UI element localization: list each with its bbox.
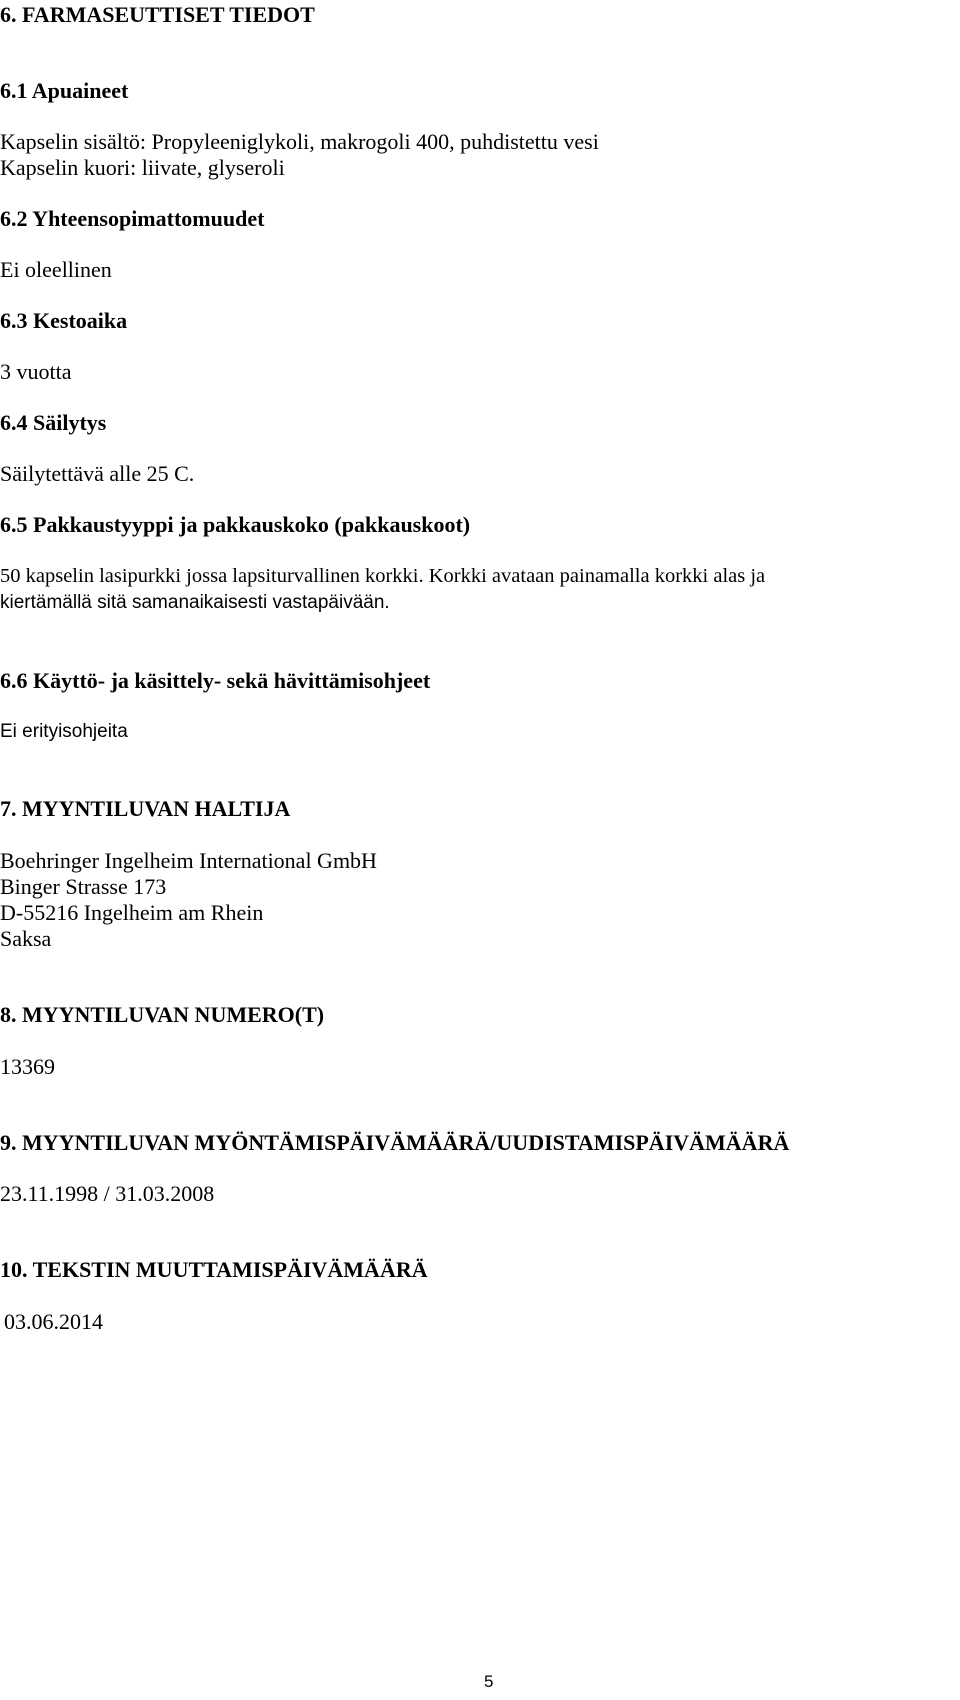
section-8-heading: 8. MYYNTILUVAN NUMERO(T): [0, 1002, 325, 1027]
page-number: 5: [484, 1672, 494, 1691]
holder-line-country: Saksa: [0, 926, 52, 951]
holder-line-city: D-55216 Ingelheim am Rhein: [0, 900, 264, 925]
incompatibilities-text: Ei oleellinen: [0, 257, 112, 282]
section-9-heading: 9. MYYNTILUVAN MYÖNTÄMISPÄIVÄMÄÄRÄ/UUDISTAMISPÄIVÄMÄÄRÄ: [0, 1130, 790, 1155]
excipients-capsule-contents: Kapselin sisältö: Propyleeniglykoli, makrogoli 400, puhdistettu vesi: [0, 129, 599, 154]
section-6-1-heading: 6.1 Apuaineet: [0, 78, 129, 103]
section-6-5-heading: 6.5 Pakkaustyyppi ja pakkauskoko (pakkauskoot): [0, 512, 471, 537]
section-6-heading: 6. FARMASEUTTISET TIEDOT: [0, 2, 315, 27]
section-6-3-heading: 6.3 Kestoaika: [0, 308, 128, 333]
holder-line-street: Binger Strasse 173: [0, 874, 167, 899]
excipients-capsule-shell: Kapselin kuori: liivate, glyseroli: [0, 155, 285, 180]
revision-date: 03.06.2014: [4, 1309, 103, 1334]
package-description-line-1: 50 kapselin lasipurkki jossa lapsiturvallinen korkki. Korkki avataan painamalla korkki alas ja: [0, 565, 766, 587]
section-6-6-heading: 6.6 Käyttö- ja käsittely- sekä hävittämisohjeet: [0, 668, 431, 693]
section-6-4-heading: 6.4 Säilytys: [0, 410, 107, 435]
authorisation-dates: 23.11.1998 / 31.03.2008: [0, 1181, 215, 1206]
section-10-heading: 10. TEKSTIN MUUTTAMISPÄIVÄMÄÄRÄ: [0, 1257, 428, 1282]
section-6-2-heading: 6.2 Yhteensopimattomuudet: [0, 206, 265, 231]
authorisation-number: 13369: [0, 1054, 55, 1079]
storage-text: Säilytettävä alle 25 C.: [0, 461, 195, 486]
shelf-life-text: 3 vuotta: [0, 359, 72, 384]
holder-line-company: Boehringer Ingelheim International GmbH: [0, 848, 377, 873]
package-description-line-2: kiertämällä sitä samanaikaisesti vastapäivään.: [0, 592, 390, 613]
handling-instructions-text: Ei erityisohjeita: [0, 721, 128, 742]
section-7-heading: 7. MYYNTILUVAN HALTIJA: [0, 796, 291, 821]
